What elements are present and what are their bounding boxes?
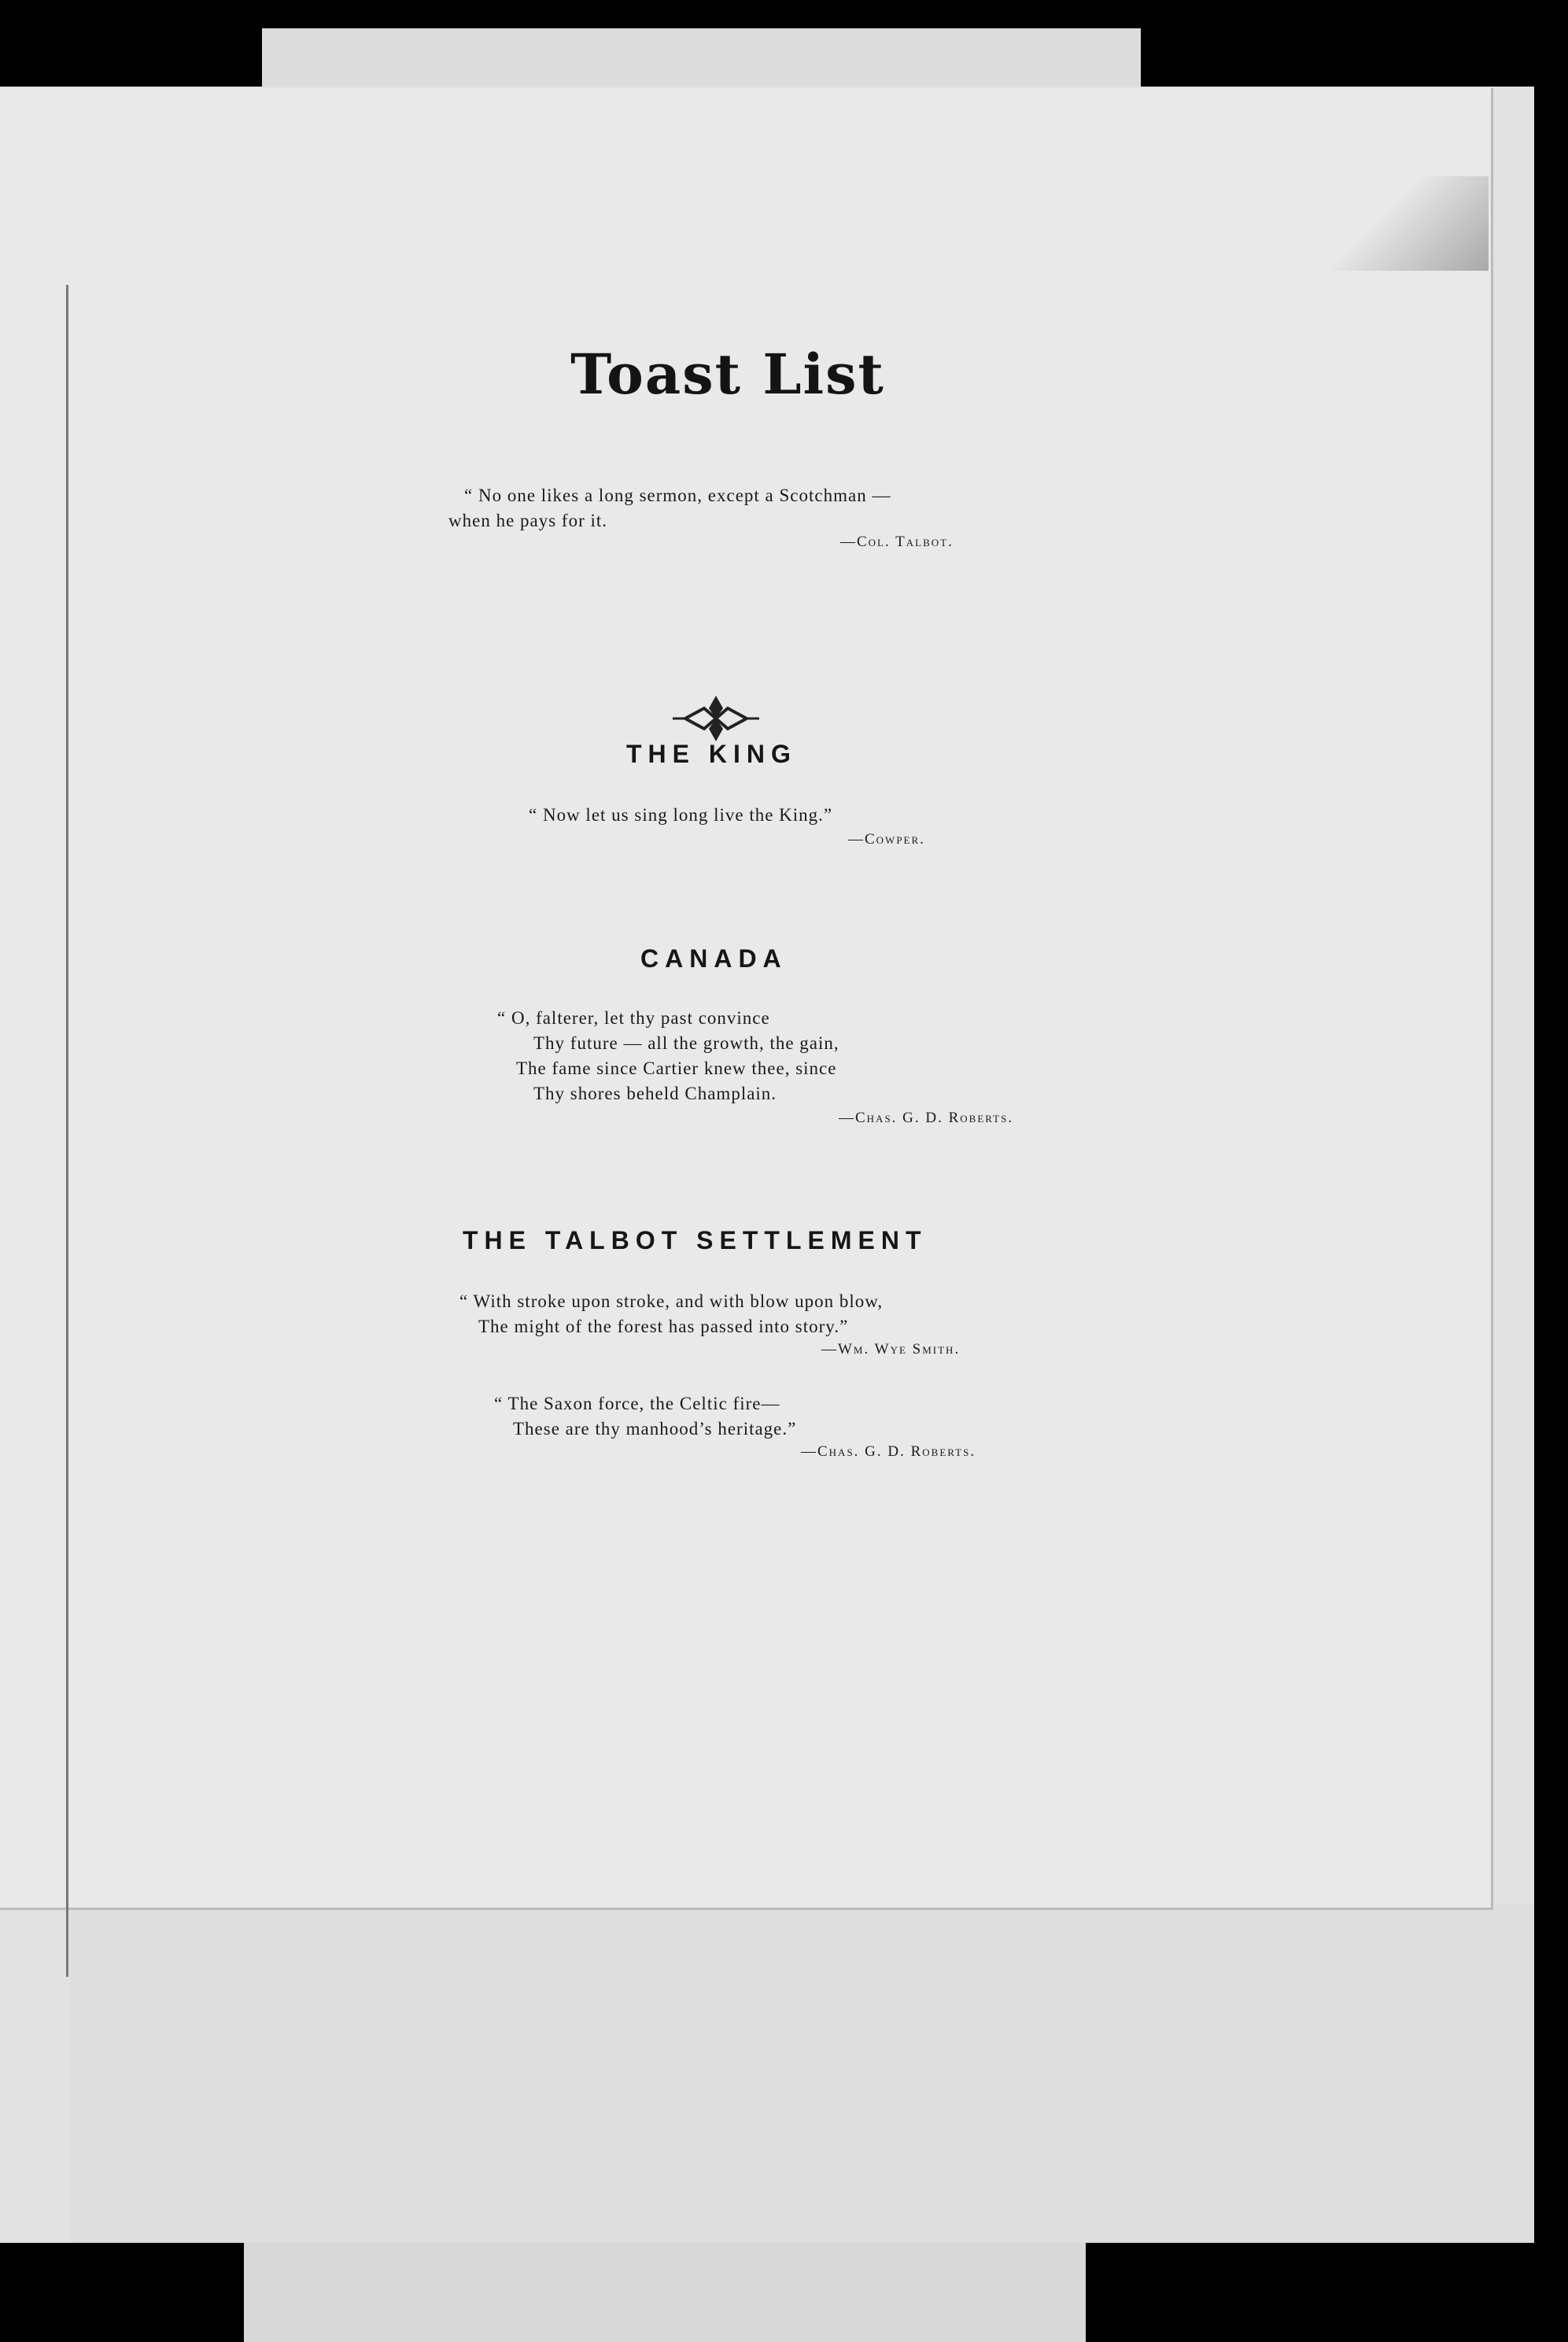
quote-line: These are thy manhood’s heritage.”: [513, 1419, 797, 1439]
page-content: [0, 88, 1491, 1908]
scan-strip-bottom: [244, 2243, 1086, 2342]
quote-attribution: —Cowper.: [848, 831, 925, 848]
toast-heading-talbot-settlement: THE TALBOT SETTLEMENT: [463, 1226, 928, 1254]
toast-heading-canada: CANADA: [640, 944, 788, 973]
toast-heading-the-king: THE KING: [626, 740, 797, 768]
quote-line: “ No one likes a long sermon, except a Scotchman —: [464, 486, 891, 505]
quote-attribution: —Wm. Wye Smith.: [821, 1341, 961, 1358]
quote-attribution: —Col. Talbot.: [840, 534, 954, 550]
quote-line: Thy future — all the growth, the gain,: [533, 1033, 839, 1053]
quote-line: when he pays for it.: [448, 511, 608, 530]
quote-line: Thy shores beheld Champlain.: [533, 1084, 777, 1103]
document-page: [0, 88, 1493, 1910]
quote-line: “ With stroke upon stroke, and with blow upon blow,: [459, 1291, 884, 1311]
quote-attribution: —Chas. G. D. Roberts.: [839, 1110, 1014, 1126]
toast-quote: [494, 1391, 796, 1442]
fleuron-ornament-icon: [673, 693, 759, 744]
quote-line: “ The Saxon force, the Celtic fire—: [494, 1394, 780, 1413]
toast-quote: [529, 803, 832, 828]
toast-quote: [497, 1006, 839, 1106]
quote-attribution: —Chas. G. D. Roberts.: [801, 1443, 976, 1460]
page-title: Toast List: [570, 342, 885, 407]
quote-line: “ Now let us sing long live the King.”: [529, 805, 833, 825]
back-sheet-lower: [71, 1904, 1534, 2243]
toast-quote: [459, 1289, 883, 1339]
quote-line: The fame since Cartier knew thee, since: [516, 1058, 837, 1078]
quote-line: “ O, falterer, let thy past convince: [497, 1008, 770, 1028]
intro-quote: [448, 483, 891, 534]
quote-line: The might of the forest has passed into story.”: [478, 1317, 849, 1336]
